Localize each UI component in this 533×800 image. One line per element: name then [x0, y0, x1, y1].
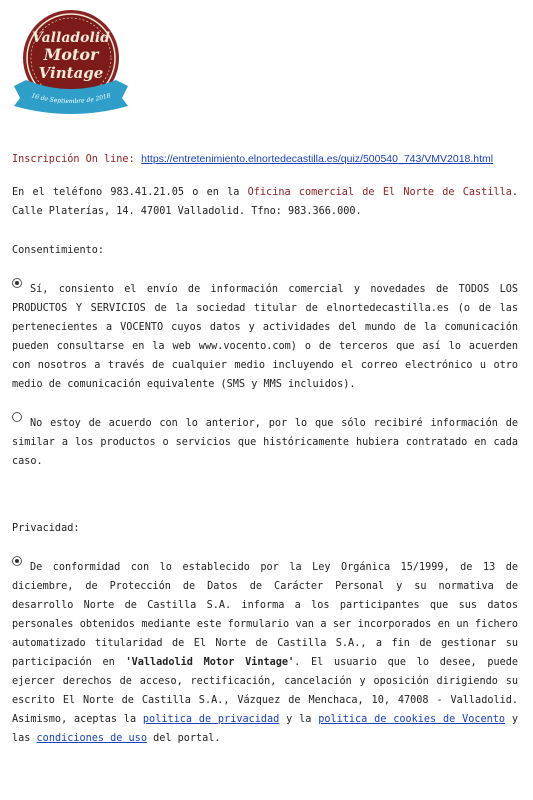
consent-yes-option[interactable] — [12, 280, 518, 394]
logo-date-text: 16 de Septiembre de 2018 — [30, 92, 112, 106]
inscripcion-line — [12, 150, 518, 169]
privacy-option[interactable] — [12, 558, 518, 748]
logo-line2: Motor — [43, 45, 99, 64]
document-body — [12, 150, 518, 748]
inscripcion-label: Inscripción On line: — [12, 154, 135, 165]
consent-yes-radio[interactable] — [12, 278, 22, 288]
consent-no-radio[interactable] — [12, 412, 22, 422]
privacy-text-1: De conformidad con lo establecido por la Ley Orgánica 15/1999, de 13 de diciembre, de Protección de Datos de Carácter Personal y su normativa de desarrollo Norte de Castilla S.A. informa a los participantes que sus datos personales obtenidos mediante este formulario van a ser incorporados en un fichero automatizado titularidad de El Norte de Castilla S.A., a fin de gestionar su participación en — [12, 562, 518, 668]
logo-line3: Vintage — [38, 64, 104, 82]
privacy-text-5: del portal. — [146, 733, 221, 744]
privacidad-heading: Privacidad: — [12, 523, 80, 534]
telefono-text-after: . Calle Platerías, 14. 47001 Valladolid. Tfno: 983.366.000. — [12, 187, 518, 217]
consent-no-option[interactable] — [12, 414, 518, 471]
event-name: 'Valladolid Motor Vintage' — [125, 657, 295, 668]
valladolid-motor-vintage-logo — [12, 6, 130, 122]
privacy-text-4: y las — [12, 714, 518, 744]
consentimiento-heading: Consentimiento: — [12, 245, 105, 256]
telefono-text-before: En el teléfono 983.41.21.05 o en la — [12, 187, 248, 198]
oficina-comercial: Oficina comercial de El Norte de Castilla — [247, 187, 512, 198]
telefono-paragraph — [12, 183, 518, 221]
privacy-policy-link[interactable]: politica de privacidad — [142, 714, 280, 725]
consent-no-text: No estoy de acuerdo con lo anterior, por lo que sólo recibiré información de similar a los productos o servicios que históricamente hubiera contratado en cada caso. — [12, 418, 518, 467]
privacy-text-2: . El usuario que lo desee, puede ejercer derechos de acceso, rectificación, cancelación y oposición dirigiendo su escrito El Norte de Castilla S.A., Vázquez de Menchaca, 10, 47008 - Valladolid. Asimismo, aceptas la — [12, 657, 518, 725]
logo-line1: Valladolid — [32, 30, 110, 46]
privacy-text — [12, 558, 518, 748]
privacy-text-3: y la — [279, 714, 319, 725]
inscripcion-link[interactable]: https://entretenimiento.elnortedecastilla.es/quiz/500540_743/VMV2018.html — [141, 153, 494, 165]
consent-yes-text: Sí, consiento el envío de información comercial y novedades de TODOS LOS PRODUCTOS Y SERVICIOS de la sociedad titular de elnortedecastilla.es (o de las pertenecientes a VOCENTO cuyos datos y actividades del mundo de la comunicación pueden consultarse en la web www.vocento.com) o de terceros que así lo acuerden con nosotros a través de cualquier medio incluyendo el correo electrónico u otro medio de comunicación equivalente (SMS y MMS incluidos). — [12, 284, 518, 390]
terms-of-use-link[interactable]: condiciones de uso — [36, 733, 147, 744]
privacy-radio[interactable] — [12, 556, 22, 566]
cookies-policy-link[interactable]: politica de cookies de Vocento — [318, 714, 506, 725]
